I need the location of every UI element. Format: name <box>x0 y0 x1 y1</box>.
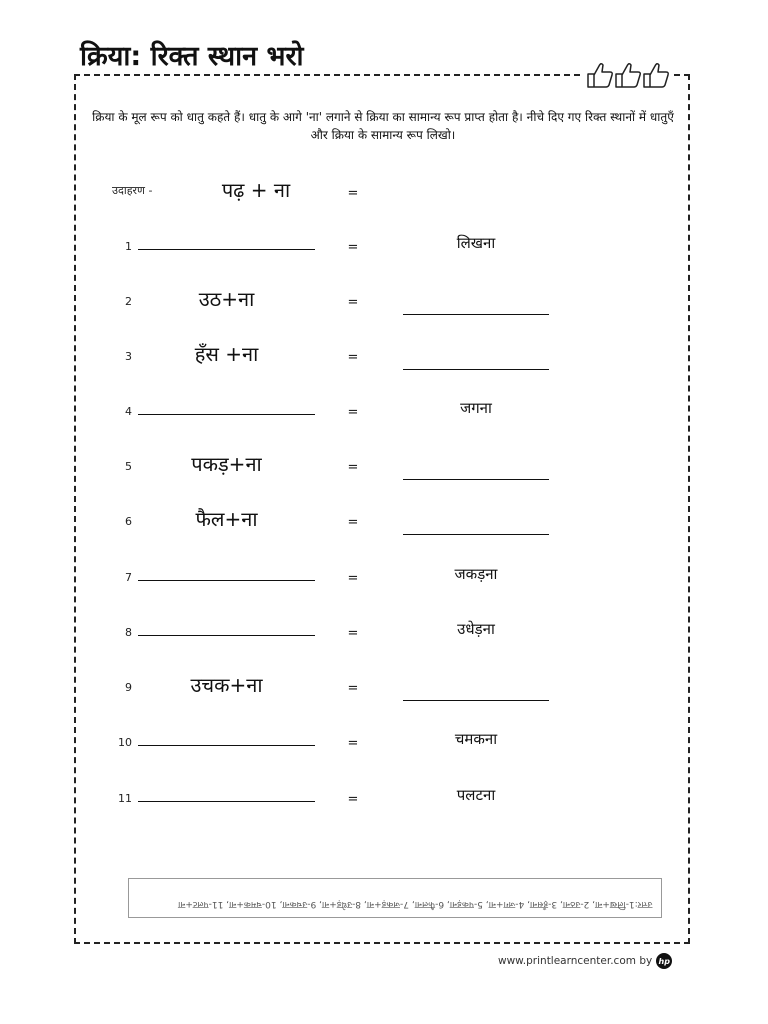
row-number: 9 <box>125 681 132 694</box>
example-label: उदाहरण - <box>112 184 153 197</box>
exercise-row <box>0 673 768 703</box>
equals-sign: = <box>347 186 359 201</box>
root-answer-blank[interactable] <box>138 414 315 415</box>
equals-sign: = <box>347 295 359 310</box>
verb-form: पलटना <box>456 786 496 804</box>
root-plus-na: फैल+ना <box>195 507 258 531</box>
verb-answer-blank[interactable] <box>403 369 549 370</box>
equals-sign: = <box>347 736 359 751</box>
exercise-row <box>0 397 768 427</box>
row-number: 2 <box>125 295 132 308</box>
root-plus-na: उठ+ना <box>198 287 255 311</box>
equals-sign: = <box>347 515 359 530</box>
thumbs-up-icon <box>642 60 670 90</box>
verb-answer-blank[interactable] <box>403 700 549 701</box>
thumbs-up-icon <box>614 60 642 90</box>
row-number: 8 <box>125 626 132 639</box>
root-answer-blank[interactable] <box>138 580 315 581</box>
root-plus-na: हँस +ना <box>194 342 259 366</box>
root-answer-blank[interactable] <box>138 249 315 250</box>
exercise-row <box>0 784 768 814</box>
row-number: 5 <box>125 460 132 473</box>
equals-sign: = <box>347 626 359 641</box>
page-title: क्रिया: रिक्त स्थान भरो <box>80 41 304 72</box>
footer-url[interactable]: www.printlearncenter.com by <box>498 955 653 967</box>
row-number: 10 <box>118 736 132 749</box>
verb-form: जगना <box>460 399 492 417</box>
hp-logo-icon: hp <box>656 953 672 969</box>
verb-answer-blank[interactable] <box>403 314 549 315</box>
equals-sign: = <box>347 792 359 807</box>
root-plus-na: उचक+ना <box>190 673 263 697</box>
row-number: 7 <box>125 571 132 584</box>
row-number: 4 <box>125 405 132 418</box>
equals-sign: = <box>347 350 359 365</box>
root-plus-na: पकड़+ना <box>191 452 262 476</box>
root-answer-blank[interactable] <box>138 801 315 802</box>
verb-form: जकड़ना <box>454 565 498 583</box>
thumbs-up-icon <box>586 60 614 90</box>
exercise-row <box>0 618 768 648</box>
row-number: 3 <box>125 350 132 363</box>
row-number: 11 <box>118 792 132 805</box>
thumbs-up-decoration <box>582 54 674 90</box>
equals-sign: = <box>347 405 359 420</box>
row-number: 6 <box>125 515 132 528</box>
exercise-row <box>0 728 768 758</box>
root-answer-blank[interactable] <box>138 745 315 746</box>
verb-form: लिखना <box>456 234 496 252</box>
verb-answer-blank[interactable] <box>403 534 549 535</box>
instructions: क्रिया के मूल रूप को धातु कहते हैं। धातु के आगे 'ना' लगाने से क्रिया का सामान्य रूप प्राप्त होता है। नीचे दिए गए रिक्त स्थानों में धातुएँ और क्रिया के सामान्य रूप लिखो। <box>92 110 674 142</box>
example-expression: पढ़ + ना <box>221 178 291 202</box>
answer-key-box <box>128 878 662 918</box>
exercise-row <box>0 342 768 372</box>
equals-sign: = <box>347 460 359 475</box>
equals-sign: = <box>347 571 359 586</box>
answer-key: उत्तर:1-लिख+ना, 2-उठना, 3-हँसना, 4-जग+ना, 5-पकड़ना, 6-फैलना, 7-जकड़+ना, 8-उधेड़+ना, 9-उचकना, 10-चमक+ना, 11-पलट+ना <box>178 899 653 909</box>
exercise-row <box>0 452 768 482</box>
exercise-row <box>0 287 768 317</box>
verb-form: उधेड़ना <box>457 620 495 638</box>
exercise-row <box>0 507 768 537</box>
equals-sign: = <box>347 240 359 255</box>
exercise-row <box>0 232 768 262</box>
footer <box>498 953 672 969</box>
row-number: 1 <box>125 240 132 253</box>
example-row <box>0 178 768 208</box>
verb-form: चमकना <box>454 730 498 748</box>
verb-answer-blank[interactable] <box>403 479 549 480</box>
root-answer-blank[interactable] <box>138 635 315 636</box>
exercise-row <box>0 563 768 593</box>
equals-sign: = <box>347 681 359 696</box>
